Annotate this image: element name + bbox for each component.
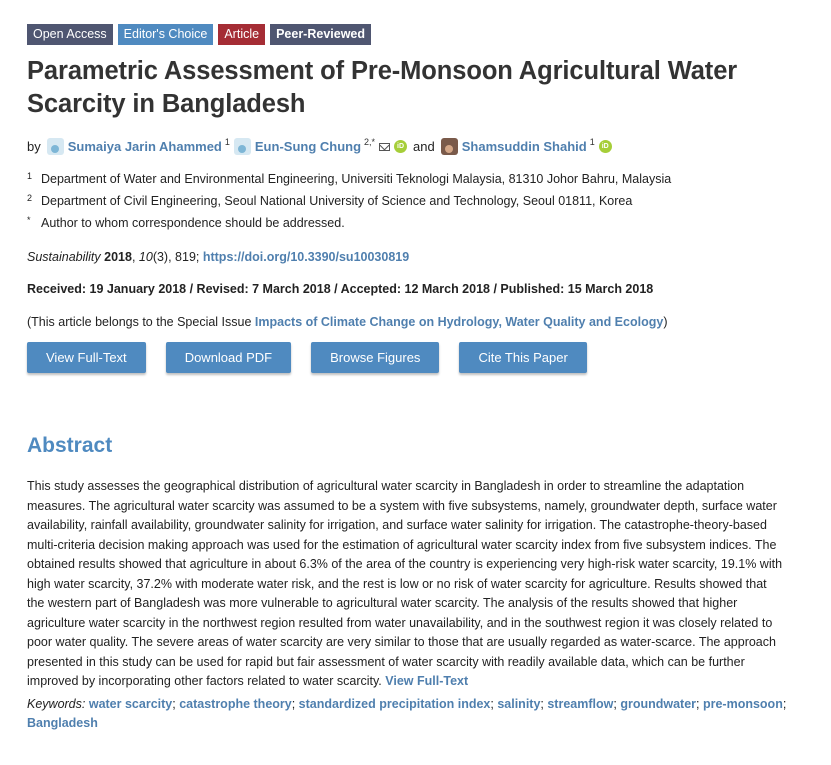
keyword-link[interactable]: pre-monsoon (702, 696, 783, 711)
affiliation-text: Author to whom correspondence should be addressed. (41, 216, 345, 230)
keyword-separator: ; (172, 696, 180, 711)
abstract-view-full-text-link[interactable]: View Full-Text (385, 674, 469, 688)
affiliation-marker: 1 (224, 136, 230, 147)
keyword-separator: ; (291, 696, 299, 711)
by-label: by (27, 139, 41, 154)
article-title: Parametric Assessment of Pre-Monsoon Agricultural Water Scarcity in Bangladesh (27, 57, 738, 118)
citation: Sustainability 2018, 10(3), 819; https://doi.org/10.3390/su10030819 (27, 250, 410, 264)
journal-name: Sustainability (27, 250, 101, 264)
citation-volume: 10 (138, 250, 153, 264)
user-avatar-icon (47, 138, 64, 155)
keyword-link[interactable]: salinity (497, 696, 541, 711)
keyword-link[interactable]: water scarcity (88, 696, 173, 711)
doi-link[interactable]: https://doi.org/10.3390/su10030819 (202, 250, 410, 264)
affiliation-number: 2 (27, 193, 33, 203)
browse-figures-button[interactable]: Browse Figures (311, 342, 439, 373)
keyword-separator: ; (613, 696, 621, 711)
citation-year: 2018 (104, 250, 132, 264)
author-name[interactable]: Shamsuddin Shahid (461, 139, 587, 154)
affiliation-item (27, 168, 807, 190)
keywords (27, 695, 787, 734)
affiliation-text: Department of Civil Engineering, Seoul National University of Science and Technology, Seoul 01811, Korea (41, 194, 633, 208)
open-access-badge[interactable]: Open Access (27, 24, 113, 45)
affiliation-number: 1 (27, 171, 33, 181)
author-list (27, 138, 807, 155)
author-name[interactable]: Eun-Sung Chung (254, 139, 362, 154)
keyword-link[interactable]: groundwater (620, 696, 697, 711)
cite-this-paper-button[interactable]: Cite This Paper (459, 342, 586, 373)
affiliations (27, 168, 807, 234)
editors-choice-badge[interactable]: Editor's Choice (118, 24, 214, 45)
affiliation-item (27, 190, 807, 212)
keywords-label: Keywords: (27, 696, 86, 711)
citation-issue: (3), 819; (152, 250, 203, 264)
affiliation-item (27, 212, 807, 234)
keyword-separator: ; (490, 696, 498, 711)
and-label: and (413, 139, 435, 154)
keyword-link[interactable]: standardized precipitation index (298, 696, 491, 711)
affiliation-marker: 1 (589, 136, 595, 147)
special-issue-prefix: (This article belongs to the Special Issue (27, 315, 255, 329)
view-full-text-button[interactable]: View Full-Text (27, 342, 146, 373)
special-issue-suffix: ) (663, 315, 668, 329)
abstract-text (27, 477, 787, 692)
abstract-body: This study assesses the geographical distribution of agricultural water scarcity in Bangladesh in order to streamline the adaptation measures. The agricultural water scarcity was assumed to be a system with five subsystems, namely, groundwater depth, surface water availability, rainfall availability, groundwater salinity for irrigation, and surface water salinity for irrigation. The catastrophe-theory-based multi-criteria decision making approach was used for the estimation of agricultural water scarcity index from five subsystem indices. The obtained results showed that agriculture in about 6.3% of the area of the country is experiencing very high-risk water scarcity, 19.1% with high water scarcity, 37.2% with moderate water risk, and the rest is low or no risk of water scarcity for agriculture. Results showed that the western part of Bangladesh was more vulnerable to agricultural water scarcity. The analysis of the results showed that higher agriculture water scarcity in the northwest region resulted from water unavailability, and in the southwest region it was closely related to poor water quality. The severe areas of water scarcity are very similar to those that are usually regarded as water-scarce. The approach presented in this study can be used for rapid but fair assessment of water scarcity with readily available data, which can be further improved by incorporating other factors related to water scarcity. (27, 479, 783, 688)
orcid-icon[interactable]: iD (394, 140, 407, 153)
special-issue-note (27, 315, 807, 329)
article-type-badge: Article (218, 24, 265, 45)
keyword-link[interactable]: Bangladesh (27, 716, 98, 730)
author-name[interactable]: Sumaiya Jarin Ahammed (67, 139, 222, 154)
download-pdf-button[interactable]: Download PDF (166, 342, 291, 373)
affiliation-text: Department of Water and Environmental Engineering, Universiti Teknologi Malaysia, 81310 Johor Bahru, Malaysia (41, 172, 672, 186)
author-2[interactable] (234, 138, 407, 155)
keyword-link[interactable]: streamflow (547, 696, 614, 711)
keyword-separator: ; (696, 696, 703, 711)
user-avatar-icon (234, 138, 251, 155)
author-photo-icon (441, 138, 458, 155)
badge-row (27, 24, 807, 45)
affiliation-marker: 2,* (364, 136, 376, 147)
affiliation-number: * (27, 215, 31, 225)
author-1[interactable] (47, 138, 230, 155)
email-icon[interactable] (379, 143, 390, 151)
publication-dates: Received: 19 January 2018 / Revised: 7 March 2018 / Accepted: 12 March 2018 / Published: 15 March 2018 (27, 282, 654, 296)
keyword-link[interactable]: catastrophe theory (179, 696, 292, 711)
action-buttons (27, 342, 807, 373)
keyword-separator: ; (782, 696, 787, 711)
peer-reviewed-badge[interactable]: Peer-Reviewed (270, 24, 371, 45)
abstract-heading: Abstract (27, 434, 113, 457)
keyword-separator: ; (540, 696, 548, 711)
author-3[interactable] (441, 138, 612, 155)
orcid-icon[interactable]: iD (599, 140, 612, 153)
keyword-list (27, 697, 786, 731)
special-issue-link[interactable]: Impacts of Climate Change on Hydrology, Water Quality and Ecology (254, 315, 664, 329)
